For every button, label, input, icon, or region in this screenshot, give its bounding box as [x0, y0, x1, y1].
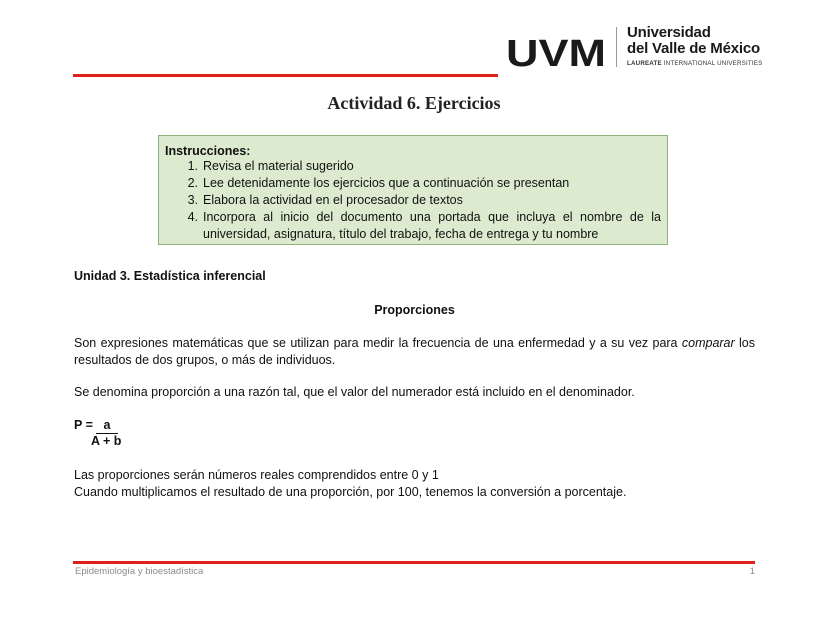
paragraph-definition [74, 335, 755, 369]
formula-lhs: P = [74, 418, 93, 432]
paragraph-proportion: Se denomina proporción a una razón tal, que el valor del numerador está incluido en el denominador. [74, 385, 635, 399]
logo-line-1: Universidad [627, 24, 711, 41]
paragraph-definition-emphasis: comparar [681, 336, 735, 350]
instruction-number: 3. [187, 193, 198, 207]
instruction-item [165, 175, 661, 192]
logo-line-3 [627, 61, 762, 67]
instruction-number: 2. [187, 176, 198, 190]
uvm-logo-mark-text: UVM [506, 33, 606, 73]
instructions-title: Instrucciones: [165, 144, 251, 158]
instruction-text: Lee detenidamente los ejercicios que a continuación se presentan [203, 176, 570, 190]
formula-numerator: a [103, 418, 111, 432]
footer-course-name: Epidemiología y bioestadística [75, 566, 204, 577]
unit-heading: Unidad 3. Estadística inferencial [74, 269, 266, 283]
footer-page-number: 1 [749, 566, 755, 577]
university-logo [506, 25, 762, 71]
instruction-number: 1. [187, 159, 198, 173]
uvm-logo-mark [506, 33, 606, 73]
paragraph-definition-end: los resultados de dos grupos, o más de individuos. [74, 336, 756, 367]
instruction-item [165, 209, 661, 243]
logo-line-3-rest: INTERNATIONAL UNIVERSITIES [661, 60, 763, 67]
logo-divider [616, 27, 617, 67]
logo-line-2: del Valle de México [627, 40, 760, 57]
instructions-box [158, 135, 668, 245]
formula-denominator: A + b [91, 434, 122, 448]
instruction-number: 4. [187, 210, 198, 224]
logo-line-3-bold: LAUREATE [627, 60, 662, 67]
instruction-item [165, 158, 661, 175]
header-red-rule [73, 74, 498, 77]
footer-red-rule [73, 561, 755, 564]
paragraph-definition-start: Son expresiones matemáticas que se utilizan para medir la frecuencia de una enfermedad y a su vez para [74, 336, 682, 350]
instruction-text: Incorpora al inicio del documento una portada que incluya el nombre de la universidad, asignatura, título del trabajo, fecha de entrega y tu nombre [203, 210, 661, 241]
instruction-item [165, 192, 661, 209]
document-title: Actividad 6. Ejercicios [327, 93, 501, 113]
instruction-text: Revisa el material sugerido [203, 159, 354, 173]
section-heading: Proporciones [374, 303, 455, 317]
instruction-text: Elabora la actividad en el procesador de textos [203, 193, 463, 207]
logo-wordmark [627, 25, 762, 67]
paragraph-percentage: Cuando multiplicamos el resultado de una proporción, por 100, tenemos la conversión a porcentaje. [74, 485, 627, 499]
instructions-list [165, 158, 661, 243]
paragraph-range: Las proporciones serán números reales comprendidos entre 0 y 1 [74, 468, 439, 482]
